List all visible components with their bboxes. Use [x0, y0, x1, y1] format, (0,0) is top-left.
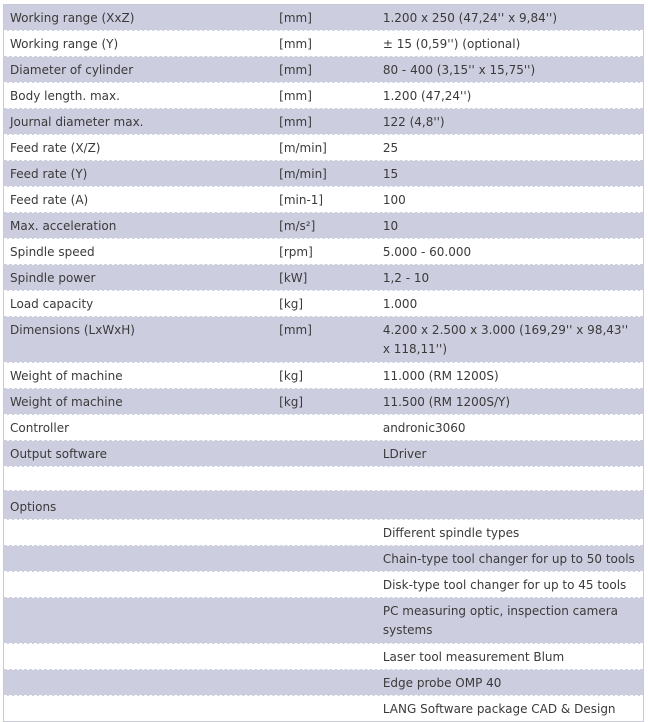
empty-cell	[273, 520, 377, 545]
empty-cell	[4, 546, 273, 571]
spec-label: Feed rate (X/Z)	[10, 141, 101, 155]
spec-label: Max. acceleration	[10, 219, 117, 233]
table-row	[4, 161, 643, 187]
empty-cell	[4, 598, 273, 643]
empty-cell	[273, 598, 377, 643]
spec-unit: [kg]	[279, 297, 304, 311]
option-item: Chain-type tool changer for up to 50 tools	[382, 552, 635, 566]
spec-unit: [min-1]	[279, 193, 324, 207]
spec-unit: [mm]	[279, 323, 312, 337]
spec-label: Diameter of cylinder	[10, 63, 134, 77]
spec-label: Weight of machine	[10, 369, 123, 383]
table-row	[4, 109, 643, 135]
spacer-cell	[377, 467, 643, 490]
spec-unit: [m/min]	[279, 141, 327, 155]
spec-value: 1.200 x 250 (47,24'' x 9,84'')	[382, 11, 558, 25]
spec-label: Working range (XxZ)	[10, 11, 135, 25]
spec-label: Weight of machine	[10, 395, 123, 409]
spec-value: 15	[382, 167, 399, 181]
empty-cell	[273, 546, 377, 571]
table-row	[4, 265, 643, 291]
table-row	[4, 83, 643, 109]
spec-value: 11.500 (RM 1200S/Y)	[382, 395, 511, 409]
table-row	[4, 467, 643, 491]
spec-value: 10	[382, 219, 399, 233]
empty-cell	[377, 491, 643, 519]
table-row	[4, 5, 643, 31]
option-row	[4, 644, 643, 670]
option-item: Edge probe OMP 40	[382, 676, 502, 690]
spec-label: Journal diameter max.	[10, 115, 144, 129]
spec-value: 11.000 (RM 1200S)	[382, 369, 499, 383]
empty-cell	[273, 696, 377, 721]
table-row	[4, 415, 643, 441]
spec-unit: [kg]	[279, 369, 304, 383]
spec-label: Controller	[10, 421, 70, 435]
table-row	[4, 57, 643, 83]
spacer-cell	[273, 467, 377, 490]
spec-value: 25	[382, 141, 399, 155]
option-row	[4, 572, 643, 598]
empty-cell	[273, 644, 377, 669]
spec-label: Dimensions (LxWxH)	[10, 323, 135, 337]
empty-cell	[273, 491, 377, 519]
table-row	[4, 239, 643, 265]
option-item: Laser tool measurement Blum	[382, 650, 565, 664]
spec-value: 1.200 (47,24'')	[382, 89, 472, 103]
table-row	[4, 363, 643, 389]
empty-cell	[4, 696, 273, 721]
spec-value: 4.200 x 2.500 x 3.000 (169,29'' x 98,43'' x 118,11'')	[382, 323, 629, 356]
spec-unit: [mm]	[279, 37, 312, 51]
spec-label: Body length. max.	[10, 89, 120, 103]
table-row	[4, 441, 643, 467]
spec-value: ± 15 (0,59'') (optional)	[382, 37, 521, 51]
option-item: Disk-type tool changer for up to 45 tools	[382, 578, 627, 592]
spec-label: Load capacity	[10, 297, 94, 311]
table-row	[4, 31, 643, 57]
spec-value: 5.000 - 60.000	[382, 245, 472, 259]
spec-label: Spindle power	[10, 271, 96, 285]
spec-value: 80 - 400 (3,15'' x 15,75'')	[382, 63, 536, 77]
spec-unit: [mm]	[279, 115, 312, 129]
spec-label: Spindle speed	[10, 245, 95, 259]
spec-label: Working range (Y)	[10, 37, 119, 51]
options-heading-row	[4, 491, 643, 520]
empty-cell	[273, 572, 377, 597]
spec-unit	[273, 441, 377, 466]
spec-unit	[273, 415, 377, 440]
spec-label: Feed rate (Y)	[10, 167, 88, 181]
spec-unit: [kg]	[279, 395, 304, 409]
spec-label: Feed rate (A)	[10, 193, 89, 207]
option-item: Different spindle types	[382, 526, 520, 540]
table-row	[4, 213, 643, 239]
table-row	[4, 291, 643, 317]
option-row	[4, 670, 643, 696]
spec-value: 1,2 - 10	[382, 271, 430, 285]
spec-unit: [mm]	[279, 11, 312, 25]
table-row	[4, 389, 643, 415]
spec-unit: [mm]	[279, 63, 312, 77]
spec-value: LDriver	[382, 447, 427, 461]
option-row	[4, 696, 643, 721]
spec-unit: [kW]	[279, 271, 308, 285]
spec-unit: [mm]	[279, 89, 312, 103]
option-item: PC measuring optic, inspection camera systems	[382, 604, 618, 637]
spec-value: 122 (4,8'')	[382, 115, 445, 129]
empty-cell	[273, 670, 377, 695]
spec-label: Output software	[10, 447, 108, 461]
spec-value: 1.000	[382, 297, 418, 311]
spec-unit: [rpm]	[279, 245, 313, 259]
spec-value: andronic3060	[382, 421, 466, 435]
option-row	[4, 546, 643, 572]
table-row	[4, 317, 643, 363]
empty-cell	[4, 520, 273, 545]
table-row	[4, 187, 643, 213]
specifications-table	[3, 4, 644, 722]
spec-unit: [m/min]	[279, 167, 327, 181]
option-row	[4, 520, 643, 546]
option-item: LANG Software package CAD & Design	[382, 702, 616, 716]
spec-value: 100	[382, 193, 406, 207]
table-row	[4, 135, 643, 161]
empty-cell	[4, 572, 273, 597]
spacer-cell	[4, 467, 273, 490]
spec-unit: [m/s²]	[279, 219, 316, 233]
options-heading: Options	[10, 500, 57, 514]
option-row	[4, 598, 643, 644]
empty-cell	[4, 644, 273, 669]
empty-cell	[4, 670, 273, 695]
